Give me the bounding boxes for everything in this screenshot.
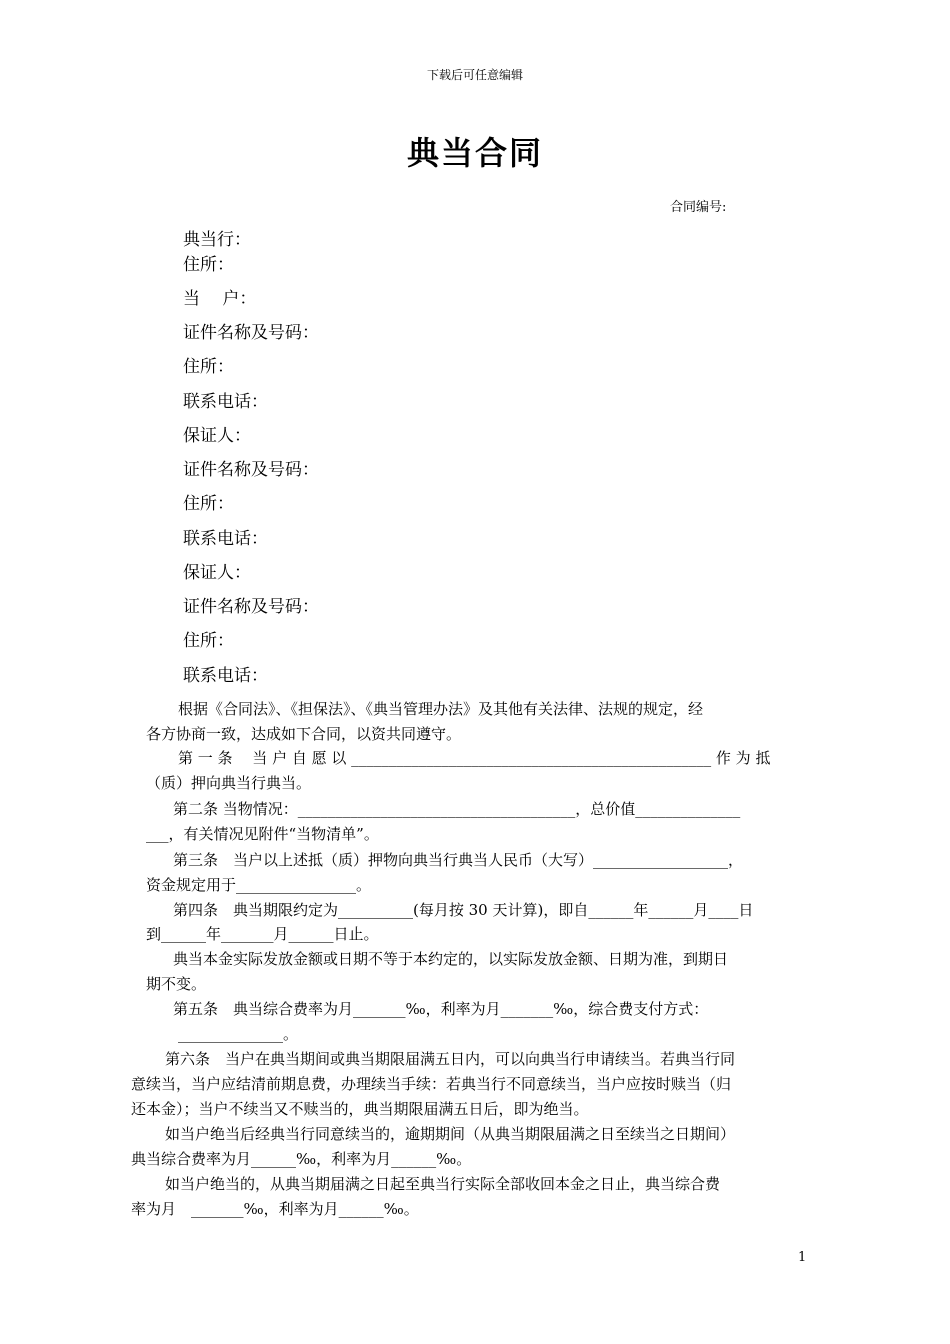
article-1-line-2: （质）押向典当行典当。 [146,774,312,792]
article-3-line-2: 资金规定用于________________。 [146,876,372,894]
party-pawner: 当 户： [183,289,257,309]
article-1-line-1: 第 一 条 当 户 自 愿 以 ________________________________________________ 作 为 抵 [178,749,771,767]
article-3-line-1: 第三条 当户以上述抵（质）押物向典当行典当人民币（大写）__________________， [173,851,744,869]
party-pawnshop-address: 住所： [183,255,234,275]
party-pawnshop: 典当行： [183,230,251,250]
party-guarantor-2-phone: 联系电话： [183,666,268,686]
party-pawner-id: 证件名称及号码： [183,323,319,343]
party-guarantor-1: 保证人： [183,426,251,446]
party-pawner-address: 住所： [183,357,234,377]
article-4-line-4: 期不变。 [146,975,207,993]
article-5-line-2: ______________。 [178,1025,299,1043]
article-6-line-3: 还本金）；当户不续当又不赎当的，典当期限届满五日后，即为绝当。 [131,1100,589,1118]
article-6-line-1: 第六条 当户在典当期间或典当期限届满五日内，可以向典当行申请续当。若典当行同 [165,1050,736,1068]
intro-line-2: 各方协商一致，达成如下合同，以资共同遵守。 [146,725,462,743]
party-guarantor-1-phone: 联系电话： [183,529,268,549]
paragraph-8-line-1: 如当户绝当的，从典当期届满之日起至典当行实际全部收回本金之日止，典当综合费 [165,1175,721,1193]
document-title: 典当合同 [406,134,543,172]
article-2-line-1: 第二条 当物情况：_____________________________________，总价值______________ [173,800,741,818]
intro-line-1: 根据《合同法》、《担保法》、《典当管理办法》及其他有关法律、法规的规定，经 [178,700,704,718]
paragraph-7-line-2: 典当综合费率为月______‰，利率为月______‰。 [131,1150,472,1168]
paragraph-8-line-2: 率为月 _______‰，利率为月______‰。 [131,1200,419,1218]
article-4-line-3: 典当本金实际发放金额或日期不等于本约定的，以实际发放金额、日期为准，到期日 [173,950,729,968]
contract-number-label: 合同编号: [670,200,727,215]
article-2-line-2: ___，有关情况见附件“当物清单”。 [146,825,379,843]
page-number: 1 [798,1250,807,1265]
article-4-line-1: 第四条 典当期限约定为__________(每月按 30 天计算)，即自______年______月____日 [173,901,754,919]
party-guarantor-2-address: 住所： [183,631,234,651]
header-note: 下载后可任意编辑 [426,68,523,82]
party-guarantor-2-id: 证件名称及号码： [183,597,319,617]
article-6-line-2: 意续当，当户应结清前期息费，办理续当手续：若典当行不同意续当，当户应按时赎当（归 [131,1075,732,1093]
party-pawner-phone: 联系电话： [183,392,268,412]
party-guarantor-1-address: 住所： [183,494,234,514]
article-4-line-2: 到______年_______月______日止。 [146,925,379,943]
article-5-line-1: 第五条 典当综合费率为月_______‰，利率为月_______‰，综合费支付方式： [173,1000,709,1018]
paragraph-7-line-1: 如当户绝当后经典当行同意续当的，逾期期间（从典当期限届满之日至续当之日期间） [165,1125,736,1143]
party-guarantor-2: 保证人： [183,563,251,583]
party-guarantor-1-id: 证件名称及号码： [183,460,319,480]
